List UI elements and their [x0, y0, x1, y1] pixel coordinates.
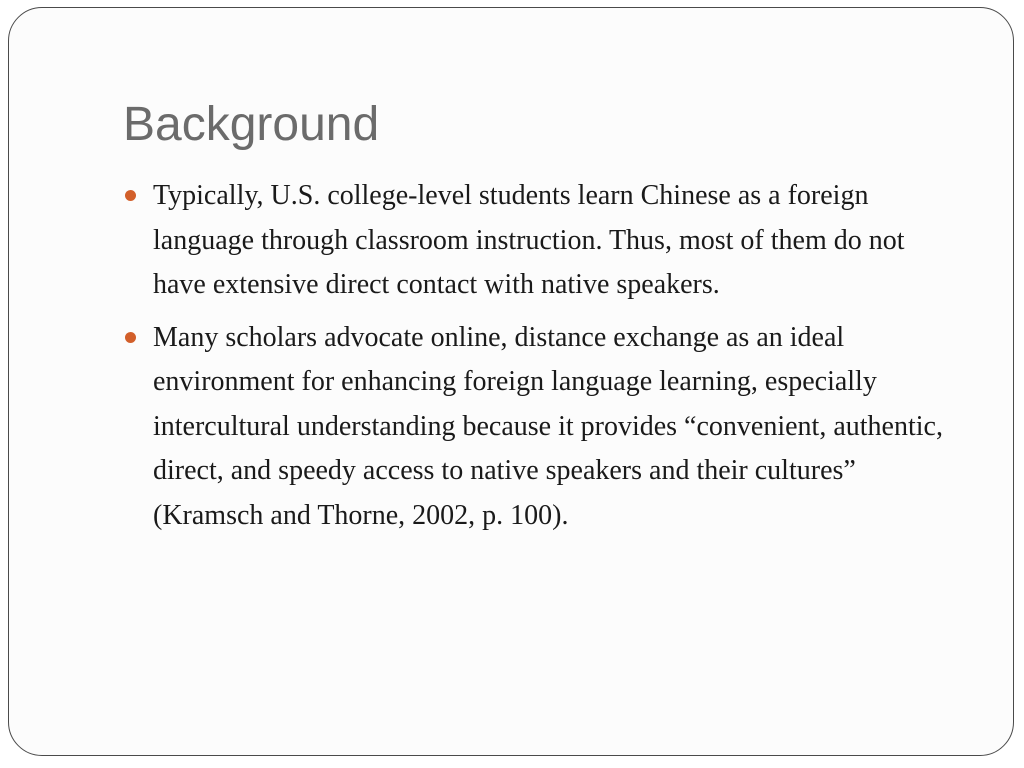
slide-title: Background — [123, 98, 380, 151]
bullet-text: Many scholars advocate online, distance exchange as an ideal environment for enhancing foreign language learning, especially intercultural understanding because it provides “convenient, authentic, direct, and speedy access to native speakers and their cultures” (Kramsch and Thorne, 2002, p. 100). — [153, 321, 943, 531]
slide-frame — [8, 7, 1014, 756]
bullet-text: Typically, U.S. college-level students learn Chinese as a foreign language through classroom instruction. Thus, most of them do not have extensive direct contact with native speakers. — [153, 180, 905, 300]
bullet-list — [125, 174, 947, 546]
bullet-item — [125, 174, 947, 308]
bullet-dot-icon — [125, 332, 136, 343]
bullet-item — [125, 316, 947, 539]
bullet-dot-icon — [125, 190, 136, 201]
